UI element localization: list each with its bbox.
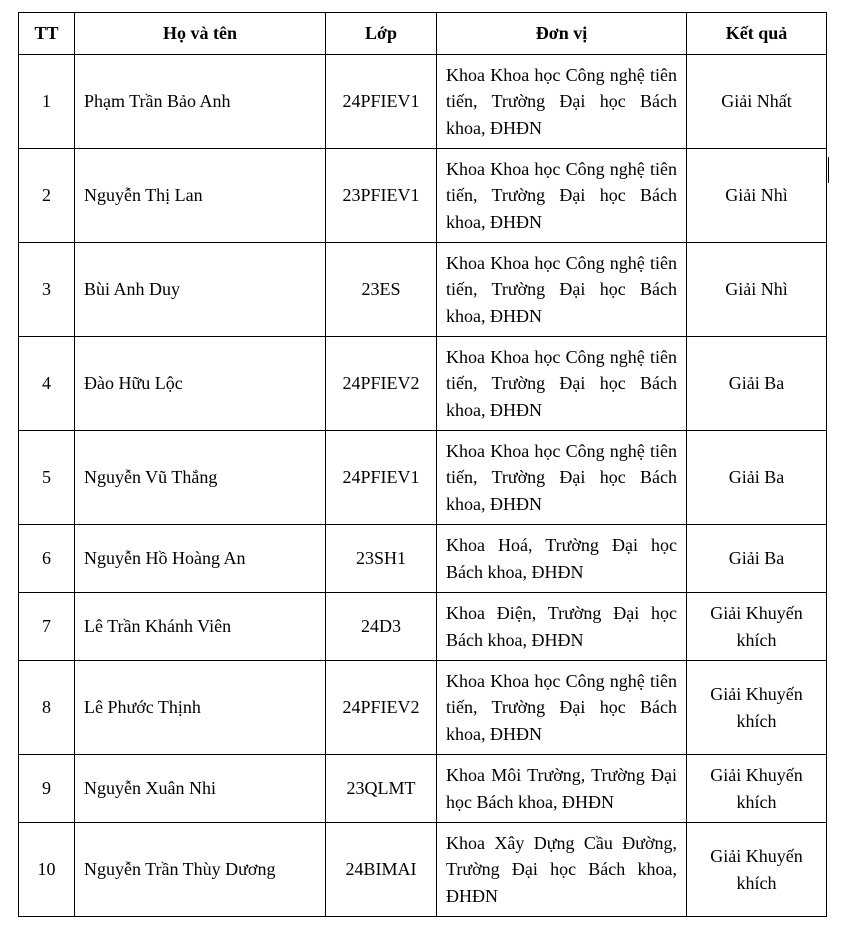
cell-tt: 3 [19, 243, 75, 337]
cell-class: 24D3 [326, 593, 437, 661]
cell-unit: Khoa Khoa học Công nghệ tiên tiến, Trường Đại học Bách khoa, ĐHĐN [437, 149, 687, 243]
cell-unit: Khoa Điện, Trường Đại học Bách khoa, ĐHĐN [437, 593, 687, 661]
cell-unit: Khoa Khoa học Công nghệ tiên tiến, Trường Đại học Bách khoa, ĐHĐN [437, 661, 687, 755]
cell-class: 23QLMT [326, 755, 437, 823]
cell-class: 24BIMAI [326, 823, 437, 917]
cell-tt: 5 [19, 431, 75, 525]
cell-tt: 9 [19, 755, 75, 823]
cell-name: Nguyễn Xuân Nhi [75, 755, 326, 823]
table-row [19, 593, 827, 661]
table-row [19, 823, 827, 917]
table-row [19, 243, 827, 337]
cell-name: Nguyễn Vũ Thắng [75, 431, 326, 525]
cell-tt: 4 [19, 337, 75, 431]
cell-result: Giải Khuyến khích [687, 823, 827, 917]
cell-unit: Khoa Xây Dựng Cầu Đường, Trường Đại học Bách khoa, ĐHĐN [437, 823, 687, 917]
cell-unit: Khoa Môi Trường, Trường Đại học Bách khoa, ĐHĐN [437, 755, 687, 823]
cell-result: Giải Ba [687, 431, 827, 525]
cell-class: 24PFIEV1 [326, 55, 437, 149]
cell-tt: 6 [19, 525, 75, 593]
text-cursor [828, 157, 829, 183]
cell-name: Bùi Anh Duy [75, 243, 326, 337]
cell-name: Lê Phước Thịnh [75, 661, 326, 755]
table-row [19, 149, 827, 243]
cell-result: Giải Ba [687, 337, 827, 431]
cell-result: Giải Khuyến khích [687, 593, 827, 661]
cell-class: 23ES [326, 243, 437, 337]
table-row [19, 755, 827, 823]
cell-tt: 10 [19, 823, 75, 917]
cell-result: Giải Nhì [687, 149, 827, 243]
cell-name: Nguyễn Trần Thùy Dương [75, 823, 326, 917]
cell-class: 24PFIEV1 [326, 431, 437, 525]
cell-class: 23PFIEV1 [326, 149, 437, 243]
cell-tt: 1 [19, 55, 75, 149]
cell-unit: Khoa Khoa học Công nghệ tiên tiến, Trường Đại học Bách khoa, ĐHĐN [437, 243, 687, 337]
cell-result: Giải Ba [687, 525, 827, 593]
header-row [19, 13, 827, 55]
header-name: Họ và tên [75, 13, 326, 55]
table-row [19, 337, 827, 431]
table-row [19, 55, 827, 149]
table-row [19, 525, 827, 593]
cell-name: Nguyễn Hồ Hoàng An [75, 525, 326, 593]
cell-result: Giải Khuyến khích [687, 661, 827, 755]
cell-class: 23SH1 [326, 525, 437, 593]
header-unit: Đơn vị [437, 13, 687, 55]
results-table [18, 12, 827, 917]
cell-name: Lê Trần Khánh Viên [75, 593, 326, 661]
header-class: Lớp [326, 13, 437, 55]
cell-result: Giải Khuyến khích [687, 755, 827, 823]
cell-unit: Khoa Khoa học Công nghệ tiên tiến, Trường Đại học Bách khoa, ĐHĐN [437, 55, 687, 149]
header-tt: TT [19, 13, 75, 55]
cell-class: 24PFIEV2 [326, 337, 437, 431]
cell-result: Giải Nhất [687, 55, 827, 149]
cell-result: Giải Nhì [687, 243, 827, 337]
cell-name: Phạm Trần Bảo Anh [75, 55, 326, 149]
table-row [19, 431, 827, 525]
cell-name: Nguyễn Thị Lan [75, 149, 326, 243]
cell-unit: Khoa Khoa học Công nghệ tiên tiến, Trường Đại học Bách khoa, ĐHĐN [437, 431, 687, 525]
cell-name: Đào Hữu Lộc [75, 337, 326, 431]
cell-class: 24PFIEV2 [326, 661, 437, 755]
header-result: Kết quả [687, 13, 827, 55]
cell-unit: Khoa Hoá, Trường Đại học Bách khoa, ĐHĐN [437, 525, 687, 593]
cell-tt: 8 [19, 661, 75, 755]
cell-tt: 7 [19, 593, 75, 661]
cell-tt: 2 [19, 149, 75, 243]
cell-unit: Khoa Khoa học Công nghệ tiên tiến, Trường Đại học Bách khoa, ĐHĐN [437, 337, 687, 431]
table-row [19, 661, 827, 755]
